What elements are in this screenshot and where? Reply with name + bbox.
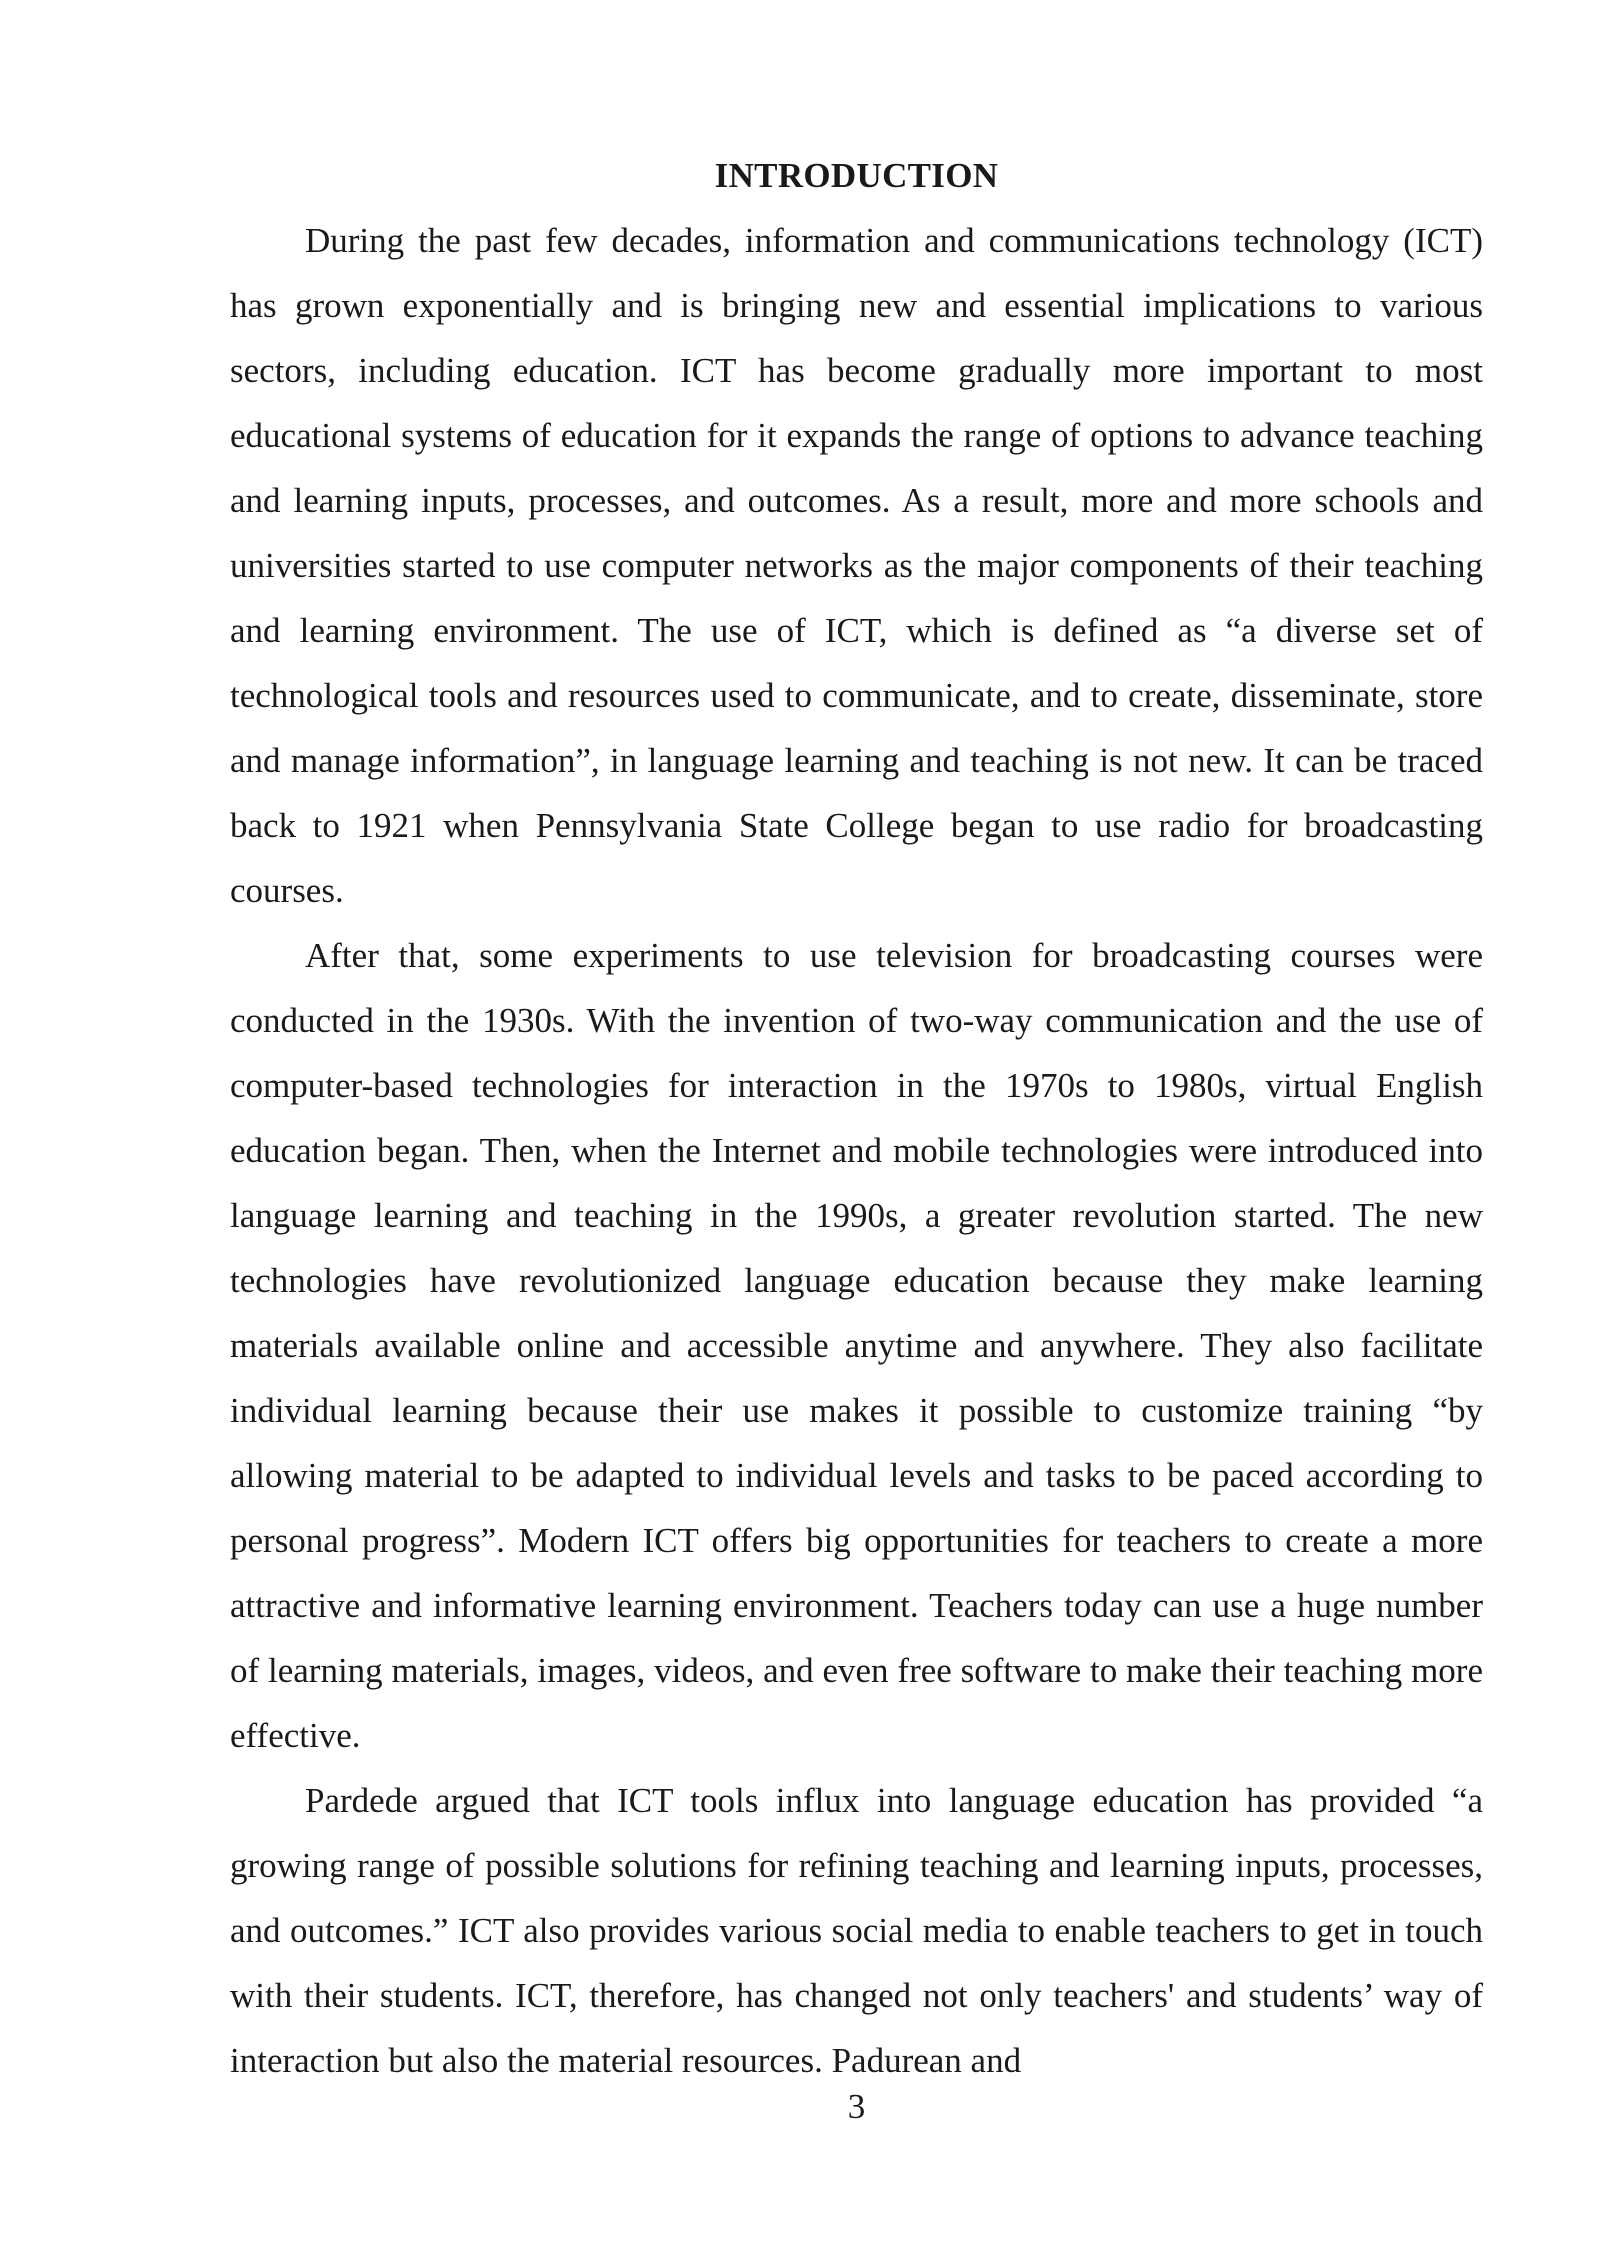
paragraph-2: After that, some experiments to use television for broadcasting courses were conducted in the 1930s. With the invention of two-way communication and the use of computer-based technologies for interaction in the 1970s to 1980s, virtual English education began. Then, when the Internet and mobile technologies were introduced into language learning and teaching in the 1990s, a greater revolution started. The new technologies have revolutionized language education because they make learning materials available online and accessible anytime and anywhere. They also facilitate individual learning because their use makes it possible to customize training “by allowing material to be adapted to individual levels and tasks to be paced according to personal progress”. Modern ICT offers big opportunities for teachers to create a more attractive and informative learning environment. Teachers today can use a huge number of learning materials, images, videos, and even free software to make their teaching more effective. xyxy=(230,936,1483,1755)
paragraph-3: Pardede argued that ICT tools influx into language education has provided “a growing range of possible solutions for refining teaching and learning inputs, processes, and outcomes.” ICT also provides various social media to enable teachers to get in touch with their students. ICT, therefore, has changed not only teachers' and students’ way of interaction but also the material resources. Padurean and xyxy=(230,1781,1483,2080)
paragraph-1: During the past few decades, information and communications technology (ICT) has grown exponentially and is bringing new and essential implications to various sectors, including education. ICT has become gradually more important to most educational systems of education for it expands the range of options to advance teaching and learning inputs, processes, and outcomes. As a result, more and more schools and universities started to use computer networks as the major components of their teaching and learning environment. The use of ICT, which is defined as “a diverse set of technological tools and resources used to communicate, and to create, disseminate, store and manage information”, in language learning and teaching is not new. It can be traced back to 1921 when Pennsylvania State College began to use radio for broadcasting courses. xyxy=(230,221,1483,910)
section-heading: INTRODUCTION xyxy=(714,156,999,195)
page-number: 3 xyxy=(847,2087,866,2126)
page-body xyxy=(230,150,1483,2093)
